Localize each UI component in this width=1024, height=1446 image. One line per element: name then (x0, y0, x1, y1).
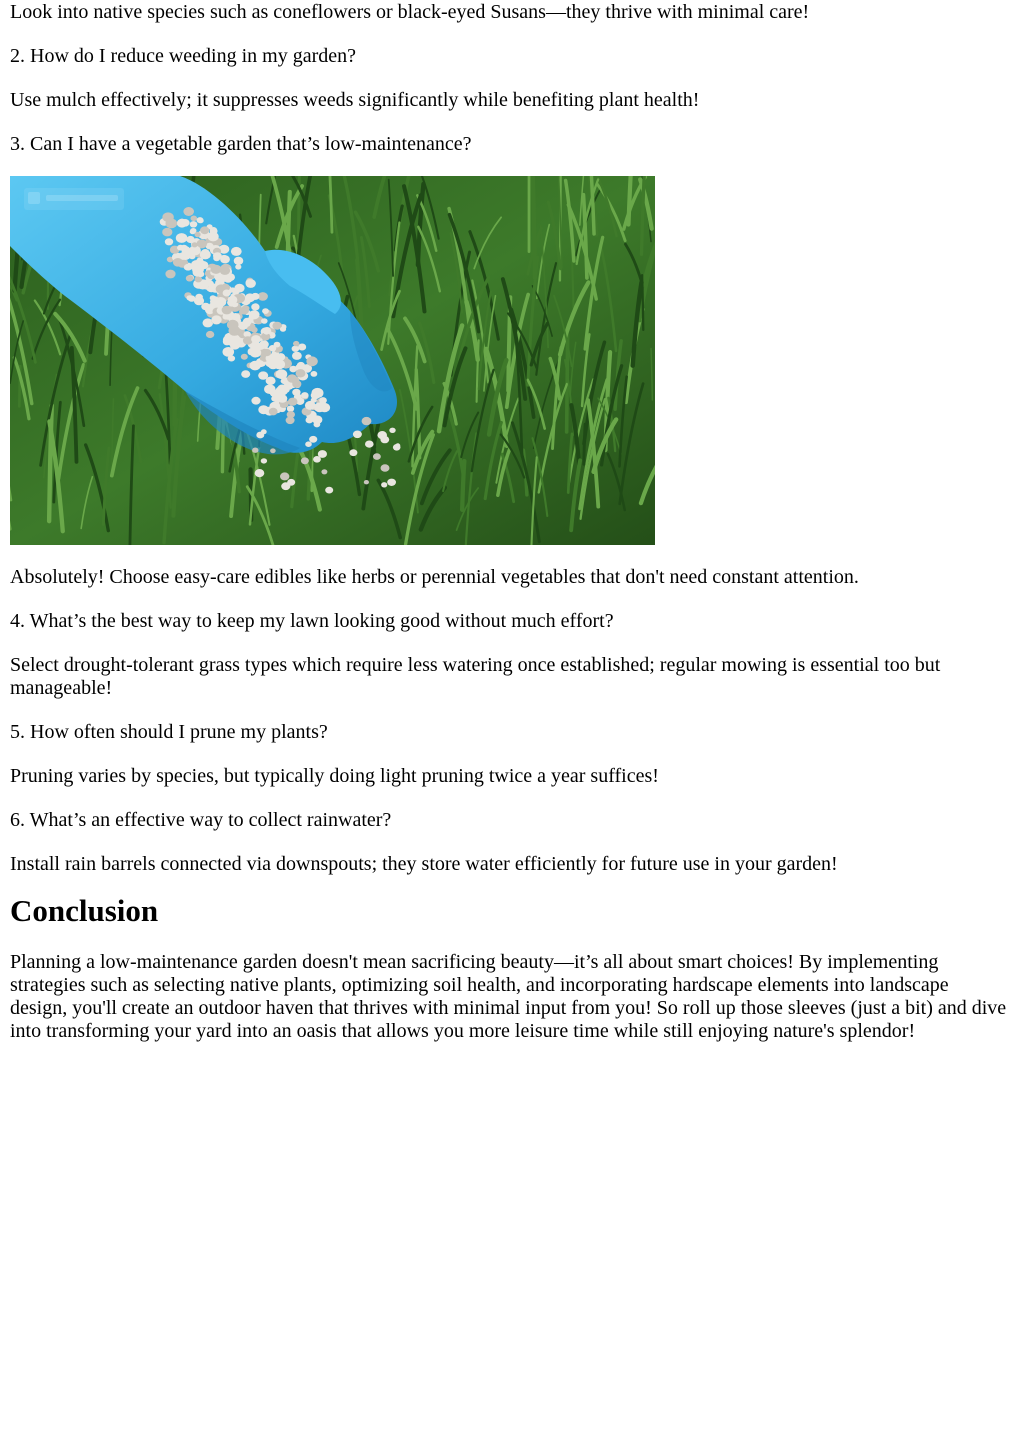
fertilizer-pellet (325, 487, 333, 494)
fertilizer-pellet (389, 428, 395, 433)
fertilizer-pellet (186, 251, 193, 257)
fertilizer-pellet (256, 343, 265, 350)
fertilizer-pellet (292, 380, 301, 388)
fertilizer-pellet (311, 371, 318, 377)
fertilizer-pellet (192, 242, 198, 247)
fertilizer-pellet (186, 275, 194, 281)
fertilizer-pellet (256, 432, 264, 439)
fertilizer-pellet (353, 431, 362, 439)
fertilizer-pellet (262, 308, 269, 314)
fertilizer-pellet (298, 344, 306, 351)
fertilizer-pellet (280, 472, 289, 480)
fertilizer-pellet (176, 233, 188, 243)
fertilizer-pellet (305, 441, 312, 447)
fertilizer-pellet (200, 226, 209, 234)
fertilizer-pellet (288, 398, 298, 406)
fertilizer-pellet (276, 369, 288, 379)
fertilizer-pellet (279, 388, 288, 395)
fertilizer-pellet (251, 335, 261, 343)
fertilizer-pellet (228, 296, 238, 304)
faq-question-6: 6. What’s an effective way to collect rainwater? (10, 809, 392, 831)
fertilizer-pellet (252, 448, 258, 453)
fertilizer-pellet (197, 217, 204, 223)
fertilizer-pellet (235, 264, 241, 269)
fertilizer-pellet (274, 342, 281, 348)
conclusion-paragraph: Planning a low-maintenance garden doesn't mean sacrificing beauty—it’s all about smart choices! By implementing strategies such as selecting native plants, optimizing soil health, and incorporating hardscape elements into landscape design, you'll create an outdoor haven that thrives with minimal input from you! So roll up those sleeves (just a bit) and dive into transforming your yard into an oasis that allows you more leisure time while still enjoying nature's splendor! (10, 951, 1007, 1042)
fertilizer-pellet (270, 448, 276, 453)
grass-blade (532, 176, 535, 278)
faq-question-4: 4. What’s the best way to keep my lawn looking good without much effort? (10, 610, 614, 632)
fertilizer-pellet (296, 369, 306, 377)
fertilizer-pellet (213, 252, 222, 259)
fertilizer-pellet (263, 349, 272, 356)
faq-answer-3: Absolutely! Choose easy-care edibles like herbs or perennial vegetables that don't need constant attention. (10, 566, 859, 588)
fertilizer-pellet (206, 331, 214, 338)
fertilizer-pellet (201, 303, 210, 311)
faq-answer-1: Look into native species such as coneflowers or black-eyed Susans—they thrive with minimal care! (10, 1, 810, 23)
fertilizer-pellet (261, 458, 267, 463)
fertilizer-pellet (289, 366, 297, 373)
fertilizer-pellet (232, 288, 239, 294)
faq-answer-6: Install rain barrels connected via downspouts; they store water efficiently for future use in your garden! (10, 853, 838, 875)
fertilizer-pellet (314, 422, 321, 428)
fertilizer-pellet (195, 294, 203, 300)
fertilizer-pellet (226, 273, 235, 281)
fertilizer-pellet (251, 397, 260, 405)
fertilizer-pellet (200, 250, 211, 259)
fertilizer-pellet (244, 322, 250, 327)
fertilizer-pellet (364, 480, 369, 484)
fertilizer-pellet (274, 394, 283, 401)
grass-blade (462, 461, 464, 510)
fertilizer-pellet (287, 406, 294, 412)
fertilizer-pellet (293, 341, 299, 346)
fertilizer-pellet (234, 257, 244, 265)
fertilizer-pellet (267, 357, 276, 365)
faq-question-3: 3. Can I have a vegetable garden that’s low-maintenance? (10, 133, 472, 155)
fertilizer-pellet (395, 443, 400, 447)
fertilizer-pellet (321, 469, 327, 474)
fertilizer-pellet (177, 245, 184, 251)
fertilizer-pellet (222, 306, 232, 315)
fertilizer-pellet (306, 356, 317, 366)
faq-question-5: 5. How often should I prune my plants? (10, 721, 328, 743)
fertilizer-pellet (266, 377, 276, 385)
fertilizer-pellet (292, 389, 300, 396)
fertilizer-pellet (280, 327, 286, 332)
fertilizer-pellet (241, 354, 248, 360)
fertilizer-pellet (251, 293, 259, 300)
fertilizer-pellet (261, 318, 268, 324)
fertilizer-pellet (309, 436, 317, 443)
fertilizer-pellet (255, 469, 265, 477)
fertilizer-pellet (220, 276, 227, 282)
fertilizer-pellet (381, 482, 387, 487)
grass-blade (642, 275, 643, 330)
fertilizer-pellet (162, 228, 172, 237)
fertilizer-pellet (165, 238, 173, 245)
fertilizer-pellet (269, 408, 278, 416)
fertilizer-pellet (241, 370, 250, 378)
fertilizer-pellet (209, 303, 216, 309)
fertilizer-pellet (211, 265, 222, 274)
fertilizer-pellet (251, 303, 259, 310)
fertilizer-pellet (301, 392, 309, 398)
fertilizer-pellet (211, 315, 221, 324)
fertilizer-pellet (190, 221, 198, 227)
fertilizer-pellet (197, 271, 204, 277)
fertilizer-pellet (223, 347, 235, 357)
fertilizer-pellet (186, 236, 194, 243)
fertilizer-illustration (10, 176, 655, 545)
fertilizer-pellet (381, 464, 390, 472)
fertilizer-pellet (263, 329, 270, 335)
fertilizer-pellet (365, 441, 374, 448)
watermark-logo (24, 188, 124, 210)
fertilizer-photo (10, 176, 655, 545)
article-content (10, 0, 1010, 1043)
fertilizer-pellet (287, 411, 295, 418)
faq-question-2: 2. How do I reduce weeding in my garden? (10, 45, 356, 67)
fertilizer-pellet (183, 207, 194, 216)
fertilizer-pellet (311, 397, 317, 402)
fertilizer-pellet (306, 417, 314, 424)
faq-answer-5: Pruning varies by species, but typically doing light pruning twice a year suffices! (10, 765, 659, 787)
fertilizer-pellet (318, 450, 327, 458)
fertilizer-pellet (165, 270, 175, 279)
fertilizer-pellet (186, 295, 192, 300)
faq-answer-4: Select drought-tolerant grass types which require less watering once established; regular mowing is essential too but manageable! (10, 654, 941, 699)
fertilizer-pellet (243, 336, 253, 344)
fertilizer-pellet (312, 388, 324, 398)
fertilizer-pellet (349, 449, 357, 456)
fertilizer-pellet (223, 290, 231, 297)
fertilizer-pellet (251, 327, 258, 333)
fertilizer-pellet (377, 431, 387, 439)
fertilizer-pellet (373, 453, 381, 460)
grass-blade (584, 424, 585, 464)
fertilizer-pellet (301, 457, 309, 464)
fertilizer-pellet (205, 282, 211, 287)
fertilizer-pellet (297, 362, 305, 369)
fertilizer-pellet (163, 213, 173, 222)
fertilizer-pellet (292, 352, 302, 360)
fertilizer-pellet (223, 338, 231, 345)
fertilizer-pellet (227, 320, 239, 330)
fertilizer-pellet (189, 264, 195, 269)
conclusion-heading: Conclusion (10, 893, 159, 928)
fertilizer-pellet (264, 384, 275, 394)
fertilizer-pellet (228, 355, 235, 361)
fertilizer-pellet (215, 297, 226, 307)
fertilizer-pellet (231, 247, 242, 256)
faq-answer-2: Use mulch effectively; it suppresses weeds significantly while benefiting plant health! (10, 89, 700, 111)
fertilizer-pellet (276, 353, 285, 361)
fertilizer-pellet (190, 229, 196, 234)
fertilizer-pellet (210, 227, 217, 233)
fertilizer-pellet (250, 361, 261, 371)
fertilizer-pellet (258, 405, 269, 414)
fertilizer-pellet (249, 310, 260, 319)
fertilizer-pellet (246, 279, 253, 285)
fertilizer-pellet (191, 216, 198, 222)
fertilizer-pellet (239, 306, 249, 314)
fertilizer-pellet (281, 482, 290, 490)
fertilizer-pellet (177, 219, 187, 228)
fertilizer-pellet (281, 378, 288, 384)
fertilizer-pellet (314, 402, 325, 412)
fertilizer-pellet (173, 258, 183, 267)
fertilizer-pellet (387, 479, 396, 486)
fertilizer-pellet (362, 417, 372, 425)
